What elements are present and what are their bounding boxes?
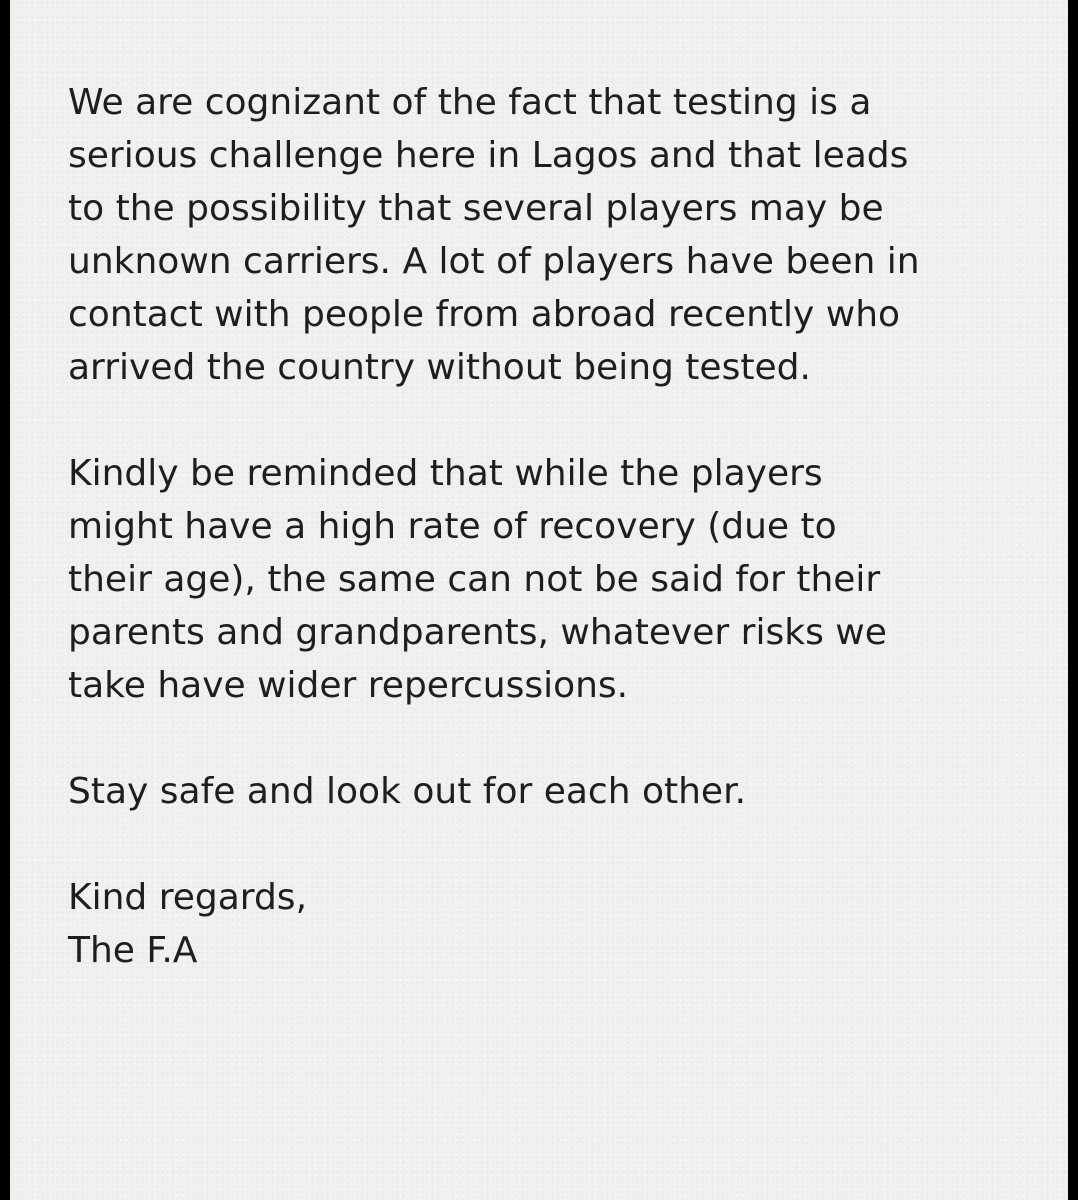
closing-line: Kind regards, (68, 877, 308, 918)
signature: The F.A (68, 930, 198, 971)
paragraph-reminder: Kindly be reminded that while the players might have a high rate of recovery (due to their age), the same can not be said for their parents and grandparents, whatever risks we take have wider repercussions. (68, 453, 887, 706)
paragraph-testing-concern: We are cognizant of the fact that testing is a serious challenge here in Lagos and that leads to the possibility that several players may be unknown carriers. A lot of players have been in contact with people from abroad recently who arrived the country without being tested. (68, 82, 920, 388)
letter-body (68, 76, 1028, 977)
textured-paper-background (10, 0, 1068, 1200)
paragraph-stay-safe: Stay safe and look out for each other. (68, 771, 747, 812)
